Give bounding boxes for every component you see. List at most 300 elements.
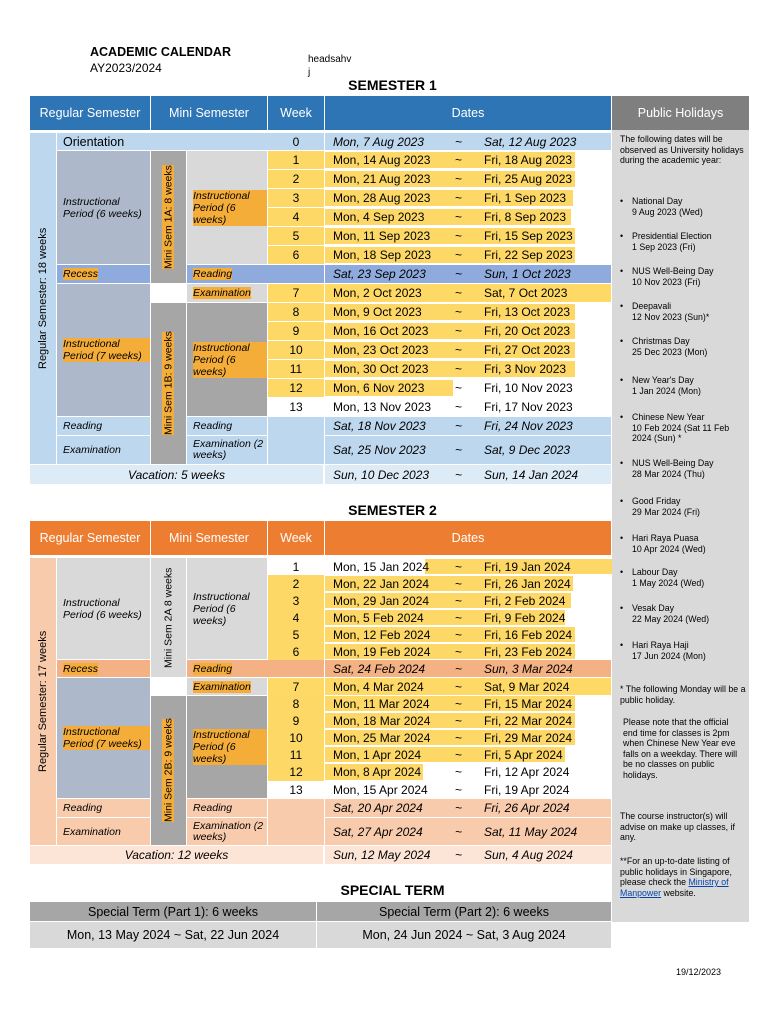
sem2-recess — [57, 660, 150, 677]
date-separator: ~ — [455, 172, 463, 186]
date-separator: ~ — [455, 610, 463, 625]
date-row — [325, 609, 611, 626]
holiday-name: Hari Raya Puasa — [632, 533, 699, 543]
end-date: Sat, 9 Mar 2024 — [484, 679, 570, 694]
end-date: Fri, 10 Nov 2023 — [484, 381, 573, 395]
date-separator: ~ — [455, 783, 463, 797]
holiday-item — [620, 412, 747, 444]
sem1-mini-instr-2 — [187, 303, 267, 416]
bullet-icon: • — [620, 196, 624, 206]
date-separator: ~ — [455, 191, 463, 205]
date-row — [325, 781, 611, 799]
date-row — [325, 227, 611, 245]
end-date: Fri, 22 Mar 2024 — [484, 713, 573, 728]
end-date: Fri, 25 Aug 2023 — [484, 172, 573, 186]
date-separator: ~ — [455, 419, 463, 433]
sem1-mini-reading-label: Reading — [193, 268, 233, 280]
end-date: Fri, 26 Apr 2024 — [484, 801, 570, 815]
date-row — [325, 678, 611, 695]
header-note-line1: headsahv — [308, 54, 352, 65]
academic-year: AY2023/2024 — [90, 61, 162, 75]
footer-date: 19/12/2023 — [676, 967, 722, 977]
week-number: 12 — [268, 763, 324, 781]
public-holidays-panel — [612, 130, 749, 922]
start-date: Mon, 18 Sep 2023 — [333, 248, 432, 262]
semester1-title: SEMESTER 1 — [348, 77, 437, 93]
start-date: Mon, 22 Jan 2024 — [333, 576, 430, 591]
date-separator: ~ — [455, 661, 463, 676]
start-date: Mon, 16 Oct 2023 — [333, 324, 429, 338]
holiday-date: 29 Mar 2024 (Fri) — [632, 506, 700, 517]
start-date: Mon, 9 Oct 2023 — [333, 305, 422, 319]
week-number: 10 — [268, 341, 324, 359]
start-date: Mon, 30 Oct 2023 — [333, 362, 429, 376]
start-date: Mon, 23 Oct 2023 — [333, 343, 429, 357]
date-separator: ~ — [455, 248, 463, 262]
date-separator: ~ — [455, 443, 463, 457]
holiday-name: Good Friday — [632, 496, 681, 506]
week-number: 3 — [268, 189, 324, 207]
date-row — [325, 436, 611, 464]
date-separator: ~ — [455, 324, 463, 338]
holiday-date: 28 Mar 2024 (Thu) — [632, 468, 705, 479]
week-number: 1 — [268, 151, 324, 169]
sem1-recess-label: Recess — [63, 268, 99, 280]
end-date: Fri, 18 Aug 2023 — [484, 153, 573, 167]
sem2-mini-exam-2: Examination (2 weeks) — [187, 818, 267, 845]
sem1-mini-exam-label: Examination — [193, 287, 251, 299]
bullet-icon: • — [620, 375, 624, 385]
sem1-examination: Examination — [57, 436, 150, 464]
end-date: Fri, 27 Oct 2023 — [484, 343, 571, 357]
start-date: Mon, 15 Jan 2024 — [333, 559, 430, 574]
date-row — [325, 151, 611, 169]
holiday-item — [620, 336, 747, 357]
date-separator: ~ — [455, 713, 463, 728]
end-date: Fri, 5 Apr 2024 — [484, 747, 563, 762]
holiday-item — [620, 301, 747, 322]
end-date: Fri, 26 Jan 2024 — [484, 576, 571, 591]
end-date: Fri, 20 Oct 2023 — [484, 324, 571, 338]
end-date: Sat, 11 May 2024 — [484, 824, 578, 839]
holiday-item — [620, 496, 747, 517]
end-date: Fri, 9 Feb 2024 — [484, 610, 566, 625]
week-number: 9 — [268, 322, 324, 340]
week-number — [268, 799, 324, 817]
end-date: Fri, 2 Feb 2024 — [484, 593, 566, 608]
holiday-item — [620, 196, 747, 217]
week-number: 5 — [268, 626, 324, 643]
week-number: 7 — [268, 284, 324, 302]
week-number: 13 — [289, 783, 303, 797]
date-row — [325, 592, 611, 609]
date-separator: ~ — [455, 765, 463, 779]
sem2-vacation: Vacation: 12 weeks — [30, 846, 323, 864]
start-date: Mon, 4 Mar 2024 — [333, 679, 424, 694]
week-number — [268, 465, 324, 484]
week-number — [268, 846, 324, 864]
sem1-mini-instr-1-label: Instructional Period (6 weeks) — [193, 190, 267, 226]
start-date: Mon, 5 Feb 2024 — [333, 610, 424, 625]
bullet-icon: • — [620, 567, 624, 577]
bullet-icon: • — [620, 301, 624, 311]
date-row — [325, 846, 611, 864]
date-separator: ~ — [455, 627, 463, 642]
date-separator: ~ — [455, 134, 463, 149]
holiday-name: Christmas Day — [632, 336, 690, 346]
date-row — [325, 189, 611, 207]
date-row — [325, 322, 611, 340]
week-number: 1 — [292, 559, 300, 574]
holiday-item — [620, 458, 747, 479]
sem2-mini-reading-label: Reading — [193, 662, 233, 675]
start-date: Mon, 12 Feb 2024 — [333, 627, 431, 642]
sem1-col-mini: Mini Semester — [151, 96, 267, 130]
end-date: Sat, 12 Aug 2023 — [484, 134, 577, 149]
sem1-instr-period-2 — [57, 284, 150, 416]
end-date: Sun, 4 Aug 2024 — [484, 848, 573, 862]
sem2-reading: Reading — [57, 799, 150, 817]
date-row — [325, 763, 611, 781]
start-date: Mon, 4 Sep 2023 — [333, 210, 425, 224]
end-date: Fri, 15 Sep 2023 — [484, 229, 573, 243]
week-number: 9 — [268, 712, 324, 729]
date-row — [325, 799, 611, 817]
sem2-mini-instr-2 — [187, 696, 267, 798]
bullet-icon: • — [620, 412, 624, 422]
date-row — [325, 465, 611, 484]
date-row — [325, 695, 611, 712]
date-row — [325, 133, 611, 150]
date-separator: ~ — [455, 679, 463, 694]
sem1-mini-1a-vertical — [151, 151, 186, 283]
week-number — [268, 265, 324, 283]
start-date: Mon, 1 Apr 2024 — [333, 747, 422, 762]
end-date: Fri, 16 Feb 2024 — [484, 627, 573, 642]
date-separator: ~ — [455, 467, 463, 482]
sem2-col-dates: Dates — [325, 521, 611, 555]
date-row — [325, 265, 611, 283]
holiday-name: NUS Well-Being Day — [632, 458, 714, 468]
sem2-regular-vertical-label: Regular Semester: 17 weeks — [30, 558, 56, 845]
end-date: Fri, 8 Sep 2023 — [484, 210, 567, 224]
date-separator: ~ — [455, 229, 463, 243]
date-separator: ~ — [455, 730, 463, 745]
date-separator: ~ — [455, 824, 463, 839]
holiday-date: 22 May 2024 (Wed) — [632, 613, 710, 624]
sem1-mini-reading-2: Reading — [187, 417, 267, 435]
sem2-col-regular: Regular Semester — [30, 521, 150, 555]
date-separator: ~ — [455, 576, 463, 591]
date-row — [325, 729, 611, 746]
week-number — [268, 436, 324, 464]
week-number — [268, 660, 324, 677]
sem1-mini-instr-1 — [187, 151, 267, 264]
sem1-mini-1b-vertical — [151, 303, 186, 464]
week-number: 10 — [268, 729, 324, 746]
ministry-of-manpower-link[interactable]: Ministry of Manpower — [620, 877, 729, 898]
date-row — [325, 643, 611, 660]
start-date: Sat, 24 Feb 2024 — [333, 661, 426, 676]
holidays-note-mom — [620, 856, 747, 898]
holiday-date: 10 Apr 2024 (Wed) — [632, 543, 706, 554]
date-row — [325, 746, 611, 763]
bullet-icon: • — [620, 266, 624, 276]
holidays-note-instructor: The course instructor(s) will advise on make up classes, if any. — [620, 811, 735, 842]
bullet-icon: • — [620, 336, 624, 346]
holiday-date: 10 Nov 2023 (Fri) — [632, 276, 701, 287]
sem1-col-dates: Dates — [325, 96, 611, 130]
end-date: Fri, 3 Nov 2023 — [484, 362, 567, 376]
start-date: Mon, 2 Oct 2023 — [333, 286, 422, 300]
date-row — [325, 398, 611, 416]
week-number: 8 — [268, 695, 324, 712]
end-date: Fri, 22 Sep 2023 — [484, 248, 573, 262]
date-separator: ~ — [455, 400, 463, 414]
sem1-mini-instr-2-label: Instructional Period (6 weeks) — [193, 342, 267, 378]
date-separator: ~ — [455, 559, 463, 574]
holiday-date: 9 Aug 2023 (Wed) — [632, 206, 703, 217]
start-date: Mon, 25 Mar 2024 — [333, 730, 431, 745]
special-term-part2: Special Term (Part 2): 6 weeks — [317, 902, 611, 921]
calendar-title: ACADEMIC CALENDAR — [90, 45, 231, 59]
date-separator: ~ — [455, 343, 463, 357]
holiday-name: Hari Raya Haji — [632, 640, 689, 650]
holiday-item — [620, 375, 747, 396]
end-date: Fri, 19 Apr 2024 — [484, 783, 570, 797]
start-date: Mon, 13 Nov 2023 — [333, 400, 432, 414]
holiday-name: Vesak Day — [632, 603, 675, 613]
sem2-mini-2b-label: Mini Sem 2B: 9 weeks — [162, 718, 175, 823]
sem2-mini-exam — [187, 678, 267, 695]
holiday-item — [620, 640, 747, 661]
week-number: 8 — [268, 303, 324, 321]
special-term-part1: Special Term (Part 1): 6 weeks — [30, 902, 316, 921]
date-separator: ~ — [455, 153, 463, 167]
date-row — [325, 360, 611, 378]
date-row — [325, 626, 611, 643]
holidays-intro: The following dates will be observed as University holidays during the academic year: — [620, 134, 744, 165]
start-date: Sun, 10 Dec 2023 — [333, 467, 430, 482]
header-note — [308, 53, 351, 79]
holiday-date: 12 Nov 2023 (Sun)* — [632, 311, 710, 322]
start-date: Sat, 27 Apr 2024 — [333, 824, 423, 839]
sem1-mini-1a-label: Mini Sem 1A: 8 weeks — [162, 165, 175, 269]
week-number: 11 — [268, 746, 324, 763]
date-separator: ~ — [455, 593, 463, 608]
start-date: Mon, 8 Apr 2024 — [333, 765, 422, 779]
end-date: Sat, 7 Oct 2023 — [484, 286, 568, 300]
holidays-note-mom-post: website. — [663, 887, 696, 898]
end-date: Fri, 1 Sep 2023 — [484, 191, 567, 205]
semester2-title: SEMESTER 2 — [348, 502, 437, 518]
date-separator: ~ — [455, 267, 463, 281]
start-date: Sun, 12 May 2024 — [333, 848, 431, 862]
start-date: Mon, 14 Aug 2023 — [333, 153, 431, 167]
holiday-item — [620, 533, 747, 554]
special-term-part2-dates: Mon, 24 Jun 2024 ~ Sat, 3 Aug 2024 — [317, 922, 611, 948]
date-row — [325, 575, 611, 592]
end-date: Fri, 13 Oct 2023 — [484, 305, 571, 319]
start-date: Mon, 6 Nov 2023 — [333, 381, 425, 395]
holiday-date: 1 Jan 2024 (Mon) — [632, 385, 701, 396]
holiday-date: 25 Dec 2023 (Mon) — [632, 346, 708, 357]
date-separator: ~ — [455, 848, 463, 862]
bullet-icon: • — [620, 603, 624, 613]
date-separator: ~ — [455, 305, 463, 319]
sem2-instr-period-2-label: Instructional Period (7 weeks) — [63, 726, 150, 750]
sem2-mini-2a-vertical: Mini Sem 2A 8 weeks — [151, 558, 186, 677]
week-number — [268, 818, 324, 845]
holiday-name: Presidential Election — [632, 231, 712, 241]
week-number: 3 — [268, 592, 324, 609]
start-date: Mon, 18 Mar 2024 — [333, 713, 431, 728]
start-date: Mon, 29 Jan 2024 — [333, 593, 430, 608]
week-number: 7 — [268, 678, 324, 695]
week-number: 6 — [268, 246, 324, 264]
end-date: Sun, 14 Jan 2024 — [484, 467, 579, 482]
week-number: 2 — [268, 170, 324, 188]
date-separator: ~ — [455, 210, 463, 224]
sem2-col-week: Week — [268, 521, 324, 555]
sem2-instr-period-1: Instructional Period (6 weeks) — [57, 558, 150, 659]
sem1-regular-vertical-label: Regular Semester: 18 weeks — [30, 133, 56, 464]
sem1-reading: Reading — [57, 417, 150, 435]
week-number — [268, 417, 324, 435]
end-date: Fri, 24 Nov 2023 — [484, 419, 573, 433]
week-number: 5 — [268, 227, 324, 245]
date-row — [325, 660, 611, 677]
end-date: Fri, 29 Mar 2024 — [484, 730, 573, 745]
bullet-icon: • — [620, 533, 624, 543]
special-term-part1-dates: Mon, 13 May 2024 ~ Sat, 22 Jun 2024 — [30, 922, 316, 948]
holidays-note-monday: * The following Monday will be a public holiday. — [620, 684, 746, 705]
date-row — [325, 208, 611, 226]
week-number: 4 — [268, 208, 324, 226]
holidays-header: Public Holidays — [612, 96, 749, 130]
week-number: 4 — [268, 609, 324, 626]
end-date: Sat, 9 Dec 2023 — [484, 443, 571, 457]
start-date: Sat, 25 Nov 2023 — [333, 443, 426, 457]
holiday-name: Labour Day — [632, 567, 678, 577]
start-date: Mon, 28 Aug 2023 — [333, 191, 431, 205]
start-date: Mon, 11 Sep 2023 — [333, 229, 431, 243]
date-row — [325, 818, 611, 845]
date-separator: ~ — [455, 381, 463, 395]
end-date: Fri, 12 Apr 2024 — [484, 765, 570, 779]
week-number: 13 — [289, 400, 303, 414]
date-row — [325, 246, 611, 264]
date-row — [325, 170, 611, 188]
sem2-mini-2b-vertical — [151, 696, 186, 845]
end-date: Fri, 19 Jan 2024 — [484, 559, 571, 574]
start-date: Sat, 23 Sep 2023 — [333, 267, 426, 281]
sem2-examination: Examination — [57, 818, 150, 845]
date-row — [325, 558, 611, 575]
start-date: Mon, 15 Apr 2024 — [333, 783, 428, 797]
date-separator: ~ — [455, 644, 463, 659]
week-number: 0 — [268, 133, 324, 150]
end-date: Fri, 23 Feb 2024 — [484, 644, 573, 659]
start-date: Sat, 20 Apr 2024 — [333, 801, 423, 815]
sem2-mini-reading-2: Reading — [187, 799, 267, 817]
special-term-title: SPECIAL TERM — [340, 882, 445, 898]
start-date: Mon, 19 Feb 2024 — [333, 644, 431, 659]
holiday-item — [620, 231, 747, 252]
start-date: Mon, 7 Aug 2023 — [333, 134, 424, 149]
sem2-mini-instr-1: Instructional Period (6 weeks) — [187, 558, 267, 659]
start-date: Sat, 18 Nov 2023 — [333, 419, 426, 433]
holiday-name: National Day — [632, 196, 683, 206]
sem2-instr-period-2 — [57, 678, 150, 798]
start-date: Mon, 11 Mar 2024 — [333, 696, 430, 711]
holidays-note-cny: Please note that the official end time for classes is 2pm when Chinese New Year eve falls on a weekday. There will be no classes on public holidays. — [623, 717, 738, 780]
sem2-mini-instr-2-label: Instructional Period (6 weeks) — [193, 729, 267, 765]
end-date: Sun, 3 Mar 2024 — [484, 661, 573, 676]
date-separator: ~ — [455, 286, 463, 300]
holiday-name: Deepavali — [632, 301, 672, 311]
bullet-icon: • — [620, 231, 624, 241]
holiday-date: 17 Jun 2024 (Mon) — [632, 650, 706, 661]
date-separator: ~ — [455, 362, 463, 376]
sem1-instr-period-2-label: Instructional Period (7 weeks) — [63, 338, 150, 362]
date-row — [325, 712, 611, 729]
bullet-icon: • — [620, 458, 624, 468]
end-date: Fri, 15 Mar 2024 — [484, 696, 573, 711]
week-number: 2 — [268, 575, 324, 592]
holiday-name: New Year's Day — [632, 375, 694, 385]
date-row — [325, 284, 611, 302]
holiday-date: 1 Sep 2023 (Fri) — [632, 241, 696, 252]
holiday-date: 1 May 2024 (Wed) — [632, 577, 705, 588]
sem1-mini-exam-2: Examination (2 weeks) — [187, 436, 267, 464]
holiday-item — [620, 567, 747, 588]
week-number: 11 — [268, 360, 324, 378]
holiday-name: NUS Well-Being Day — [632, 266, 714, 276]
date-row — [325, 341, 611, 359]
date-row — [325, 379, 611, 397]
sem1-orientation: Orientation — [57, 133, 323, 150]
date-separator: ~ — [455, 747, 463, 762]
sem2-mini-exam-label: Examination — [193, 680, 251, 693]
sem1-mini-1b-label: Mini Sem 1B: 9 weeks — [162, 331, 175, 436]
sem1-vacation: Vacation: 5 weeks — [30, 465, 323, 484]
date-row — [325, 417, 611, 435]
holidays-note-mom-pre: **For an up-to-date listing of public holidays in Singapore, please check the — [620, 856, 732, 887]
week-number: 12 — [268, 379, 324, 397]
holiday-date: 10 Feb 2024 (Sat 11 Feb 2024 (Sun) * — [632, 422, 730, 443]
end-date: Sun, 1 Oct 2023 — [484, 267, 571, 281]
bullet-icon: • — [620, 640, 624, 650]
date-separator: ~ — [455, 696, 463, 711]
holiday-item — [620, 266, 747, 287]
end-date: Fri, 17 Nov 2023 — [484, 400, 573, 414]
week-number: 6 — [268, 643, 324, 660]
sem1-mini-exam — [187, 284, 267, 302]
date-row — [325, 303, 611, 321]
sem1-col-week: Week — [268, 96, 324, 130]
sem1-col-regular: Regular Semester — [30, 96, 150, 130]
holiday-item — [620, 603, 747, 624]
start-date: Mon, 21 Aug 2023 — [333, 172, 431, 186]
sem2-recess-label: Recess — [63, 662, 99, 675]
bullet-icon: • — [620, 496, 624, 506]
date-separator: ~ — [455, 801, 463, 815]
sem1-instr-period-1: Instructional Period (6 weeks) — [57, 151, 150, 264]
sem2-col-mini: Mini Semester — [151, 521, 267, 555]
holiday-name: Chinese New Year — [632, 412, 705, 422]
sem1-recess — [57, 265, 150, 283]
